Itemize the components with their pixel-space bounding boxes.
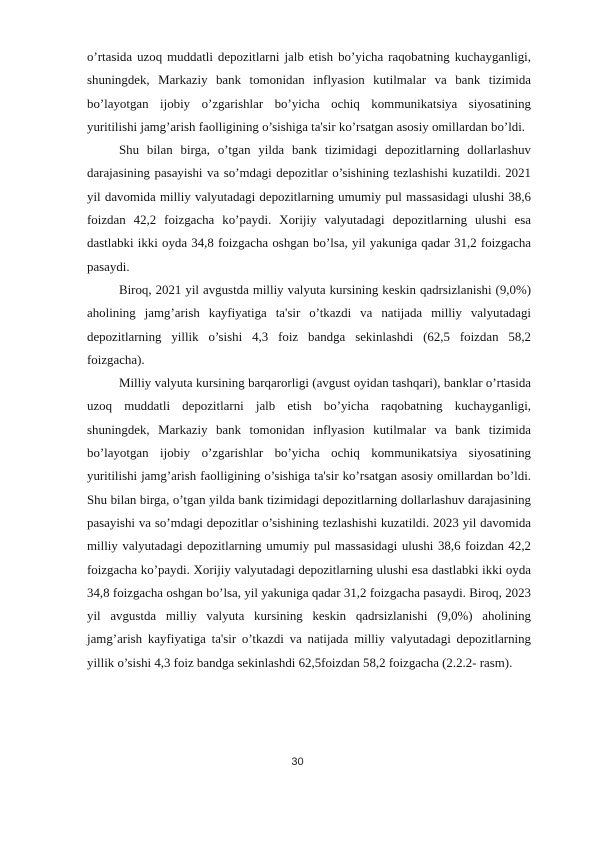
paragraph-devaluation: Biroq, 2021 yil avgustda milliy valyuta kursining keskin qadrsizlanishi (9,0%) aholining jamg’arish kayfiyatiga ta'sir o’tkazdi va natijada milliy valyutadagi depozitlarning yillik o’sishi 4,3 foiz bandga sekinlashdi (62,5 foizdan 58,2 foizgacha). [87,282,531,367]
paragraph-continuation: o’rtasida uzoq muddatli depozitlarni jalb etish bo’yicha raqobatning kuchayganligi, shuningdek, Markaziy bank tomonidan inflyasion kutilmalar va bank tizimida bo’layotgan ijobiy o’zgarishlar bo’yicha ochiq kommunikatsiya siyosatining yuritilishi jamg’arish faolligining o’sishiga ta'sir ko’rsatgan asosiy omillardan bo’ldi. [87,50,531,134]
paragraph-dollarization: Shu bilan birga, o’tgan yilda bank tizimidagi depozitlarning dollarlashuv darajasining pasayishi va so’mdagi depozitlar o’sishining tezlashishi kuzatildi. 2021 yil davomida milliy valyutadagi depozitlarning umumiy pul massasidagi ulushi 38,6 foizdan 42,2 foizgacha ko’paydi. Xorijiy valyutadagi depozitlarning ulushi esa dastlabki ikki oyda 34,8 foizgacha oshgan bo’lsa, yil yakuniga qadar 31,2 foizgacha pasaydi. [87,143,531,274]
paragraph-currency-stability: Milliy valyuta kursining barqarorligi (avgust oyidan tashqari), banklar o’rtasida uzoq muddatli depozitlarni jalb etish bo’yicha raqobatning kuchayganligi, shuningdek, Markaziy bank tomonidan inflyasion kutilmalar va bank tizimida bo’layotgan ijobiy o’zgarishlar bo’yicha ochiq kommunikatsiya siyosatining yuritilishi jamg’arish faolligining o’sishiga ta'sir ko’rsatgan asosiy omillardan bo’ldi. Shu bilan birga, o’tgan yilda bank tizimidagi depozitlarning dollarlashuv darajasining pasayishi va so’mdagi depozitlar o’sishining tezlashishi kuzatildi. 2023 yil davomida milliy valyutadagi depozitlarning umumiy pul massasidagi ulushi 38,6 foizdan 42,2 foizgacha ko’paydi. Xorijiy valyutadagi depozitlarning ulushi esa dastlabki ikki oyda 34,8 foizgacha oshgan bo’lsa, yil yakuniga qadar 31,2 foizgacha pasaydi. Biroq, 2023 yil avgustda milliy valyuta kursining keskin qadrsizlanishi (9,0%) aholining jamg’arish kayfiyatiga ta'sir o’tkazdi va natijada milliy valyutadagi depozitlarning yillik o’sishi 4,3 foiz bandga sekinlashdi 62,5foizdan 58,2 foizgacha (2.2.2- rasm). [87,376,531,670]
body-text [87,46,531,675]
page-number: 30 [291,756,304,768]
